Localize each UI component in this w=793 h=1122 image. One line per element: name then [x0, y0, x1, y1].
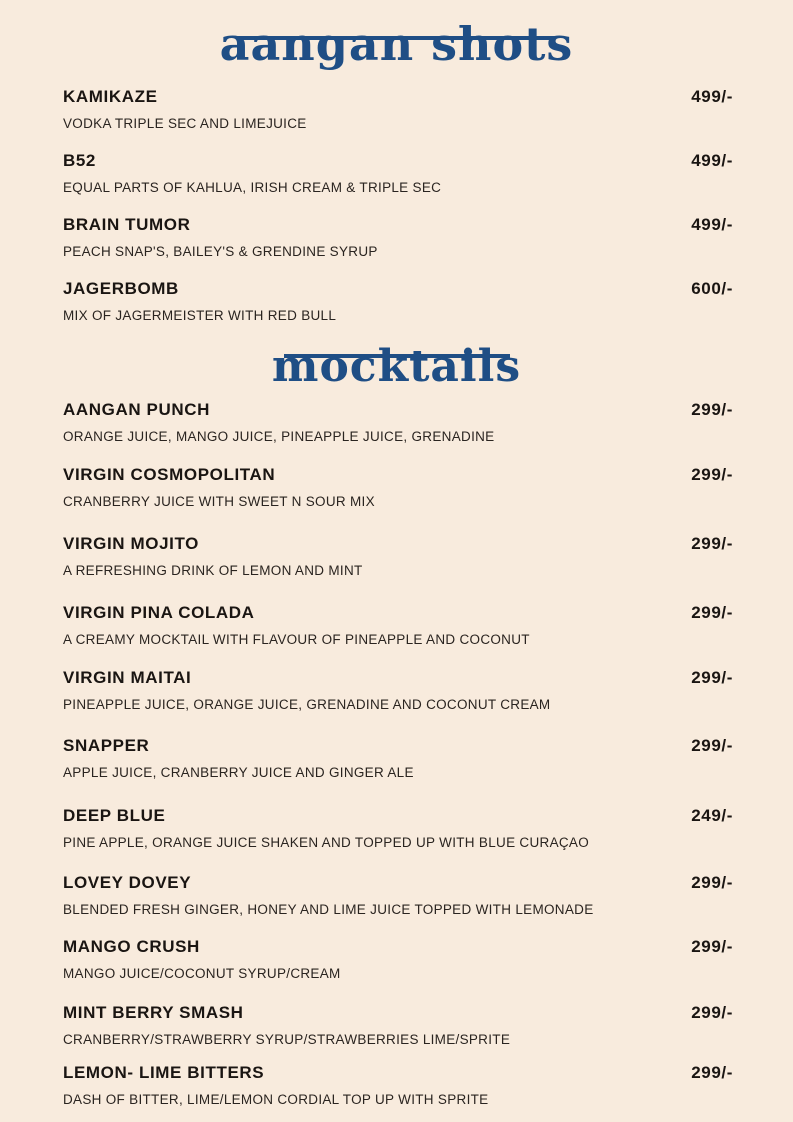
item-name: LEMON- LIME BITTERS — [63, 1063, 265, 1082]
item-description: EQUAL PARTS OF KAHLUA, IRISH CREAM & TRIPLE SEC — [63, 180, 442, 195]
section-title: mocktails — [271, 341, 522, 392]
item-description: A REFRESHING DRINK OF LEMON AND MINT — [63, 563, 363, 578]
item-price: 499/- — [691, 151, 733, 170]
item-price: 600/- — [691, 279, 733, 298]
item-price: 249/- — [691, 806, 733, 825]
item-name: VIRGIN MOJITO — [63, 534, 199, 553]
item-description: ORANGE JUICE, MANGO JUICE, PINEAPPLE JUICE, GRENADINE — [63, 429, 495, 444]
section-heading-aangan-shots — [0, 14, 793, 74]
item-description: CRANBERRY JUICE WITH SWEET N SOUR MIX — [63, 494, 375, 509]
item-name: KAMIKAZE — [63, 87, 158, 106]
item-price: 299/- — [691, 736, 733, 755]
item-name: LOVEY DOVEY — [63, 873, 192, 892]
item-name: B52 — [63, 151, 96, 170]
item-price: 299/- — [691, 1003, 733, 1022]
item-name: AANGAN PUNCH — [63, 400, 210, 419]
item-price: 299/- — [691, 1063, 733, 1082]
item-name: VIRGIN COSMOPOLITAN — [63, 465, 276, 484]
item-price: 299/- — [691, 603, 733, 622]
item-description: MIX OF JAGERMEISTER WITH RED BULL — [63, 308, 337, 323]
item-name: DEEP BLUE — [63, 806, 166, 825]
item-description: PEACH SNAP'S, BAILEY'S & GRENDINE SYRUP — [63, 244, 378, 259]
item-description: PINE APPLE, ORANGE JUICE SHAKEN AND TOPPED UP WITH BLUE CURAÇAO — [63, 835, 590, 850]
item-price: 299/- — [691, 937, 733, 956]
item-name: JAGERBOMB — [63, 279, 179, 298]
item-description: MANGO JUICE/COCONUT SYRUP/CREAM — [63, 966, 341, 981]
item-description: CRANBERRY/STRAWBERRY SYRUP/STRAWBERRIES LIME/SPRITE — [63, 1032, 511, 1047]
item-name: BRAIN TUMOR — [63, 215, 191, 234]
item-name: MINT BERRY SMASH — [63, 1003, 244, 1022]
item-price: 299/- — [691, 873, 733, 892]
item-price: 499/- — [691, 87, 733, 106]
item-name: VIRGIN MAITAI — [63, 668, 192, 687]
item-price: 299/- — [691, 534, 733, 553]
item-description: A CREAMY MOCKTAIL WITH FLAVOUR OF PINEAPPLE AND COCONUT — [63, 632, 530, 647]
item-price: 299/- — [691, 400, 733, 419]
item-description: PINEAPPLE JUICE, ORANGE JUICE, GRENADINE AND COCONUT CREAM — [63, 697, 551, 712]
item-price: 299/- — [691, 465, 733, 484]
item-description: BLENDED FRESH GINGER, HONEY AND LIME JUICE TOPPED WITH LEMONADE — [63, 902, 594, 917]
item-price: 299/- — [691, 668, 733, 687]
item-description: DASH OF BITTER, LIME/LEMON CORDIAL TOP UP WITH SPRITE — [63, 1092, 489, 1107]
item-description: APPLE JUICE, CRANBERRY JUICE AND GINGER ALE — [63, 765, 414, 780]
section-heading-mocktails — [0, 340, 793, 394]
item-name: MANGO CRUSH — [63, 937, 200, 956]
section-title: aangan shots — [219, 17, 574, 71]
item-description: VODKA TRIPLE SEC AND LIMEJUICE — [63, 116, 307, 131]
item-price: 499/- — [691, 215, 733, 234]
item-name: SNAPPER — [63, 736, 150, 755]
item-name: VIRGIN PINA COLADA — [63, 603, 255, 622]
